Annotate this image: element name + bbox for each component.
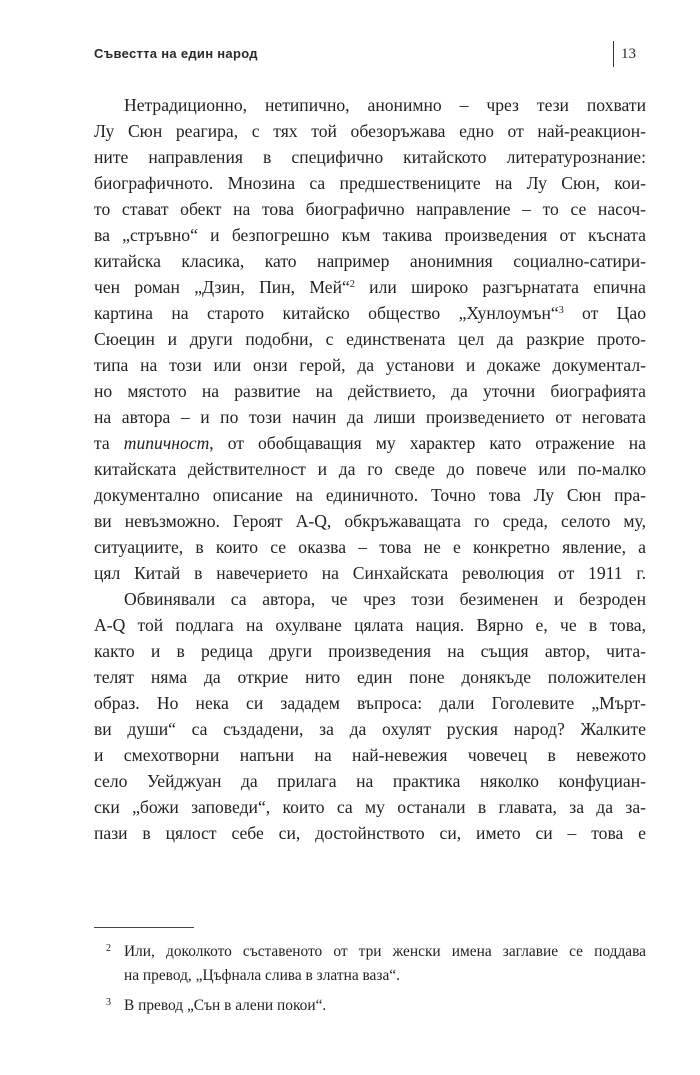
body-text bbox=[94, 92, 646, 846]
text-line: както и в редица други произведения на същия автор, чита- bbox=[94, 641, 646, 661]
text-line: Обвинявали са автора, че чрез този безименен и безроден bbox=[124, 589, 646, 609]
emphasis-text: типичност bbox=[123, 433, 210, 453]
text-line: А-Q той подлага на охулване цялата нация. Вярно е, че в това, bbox=[94, 615, 646, 635]
text-run: от Цао bbox=[563, 303, 646, 323]
text-line: китайска класика, като например анонимния социално-сатири- bbox=[94, 251, 646, 271]
text-line: ситуациите, в които се оказва – това не е конкретно явление, а bbox=[94, 537, 646, 557]
paragraph-1 bbox=[94, 92, 646, 586]
footnote-number: 2 bbox=[106, 943, 111, 954]
text-line: типа на този или онзи герой, да установи и докаже документал- bbox=[94, 355, 646, 375]
text-line: образ. Но нека си зададем въпроса: дали Гоголевите „Мърт- bbox=[94, 693, 646, 713]
footnote-number: 3 bbox=[106, 997, 111, 1008]
text-line: биографичното. Мнозина са предшествениците на Лу Сюн, кои- bbox=[94, 173, 646, 193]
text-run: картина на старото китайско общество „Хунлоумън“ bbox=[94, 303, 559, 323]
text-line: Нетрадиционно, нетипично, анонимно – чрез тези похвати bbox=[124, 95, 646, 115]
footnotes bbox=[94, 940, 646, 1024]
text-line: ски „божи заповеди“, които са му останали в главата, за да за- bbox=[94, 797, 646, 817]
text-line: ви души“ са създадени, за да охулят руския народ? Жалките bbox=[94, 719, 646, 739]
footnote-3 bbox=[94, 994, 646, 1018]
text-line: на автора – и по този начин да лиши произведението от неговата bbox=[94, 407, 646, 427]
text-line: пази в цялост себе си, достойнството си, името си – това е bbox=[94, 823, 646, 843]
running-title: Съвестта на един народ bbox=[94, 46, 258, 61]
text-line: ви невъзможно. Героят А-Q, обкръжаващата го среда, селото му, bbox=[94, 511, 646, 531]
footnote-ref-3[interactable]: 3 bbox=[558, 305, 564, 316]
footnote-2 bbox=[94, 940, 646, 988]
footnote-line: на превод, „Цъфнала слива в златна ваза“. bbox=[124, 967, 400, 984]
text-line: и смехотворни напъни на най-невежия човечец в невежото bbox=[94, 745, 646, 765]
text-line: Сюецин и други подобни, с единствената цел да разкрие прото- bbox=[94, 329, 646, 349]
text-line: ните направления в специфично китайското литературознание: bbox=[94, 147, 646, 167]
text-run: или широко разгърнатата епична bbox=[354, 277, 646, 297]
paragraph-2 bbox=[94, 586, 646, 846]
text-line: документално описание на единичното. Точно това Лу Сюн пра- bbox=[94, 485, 646, 505]
page-number: 13 bbox=[613, 41, 636, 67]
text-line: цял Китай в навечерието на Синхайската революция от 1911 г. bbox=[94, 563, 646, 583]
text-line: но мястото на развитие на действието, да уточни биографията bbox=[94, 381, 646, 401]
footnote-line: В превод „Сън в алени покои“. bbox=[124, 997, 327, 1014]
text-line: то стават обект на това биографично направление – то се насоч- bbox=[94, 199, 646, 219]
text-line: китайската действителност и да го сведе до повече или по-малко bbox=[94, 459, 646, 479]
text-line bbox=[94, 300, 646, 326]
text-line: Лу Сюн реагира, с тях той обезоръжава едно от най-реакцион- bbox=[94, 121, 646, 141]
text-line: телят няма да открие нито един поне донякъде положителен bbox=[94, 667, 646, 687]
text-line bbox=[94, 430, 646, 456]
text-line: ва „стръвно“ и безпогрешно към такива произведения от късната bbox=[94, 225, 646, 245]
footnote-ref-2[interactable]: 2 bbox=[349, 279, 355, 290]
footnote-line: Или, доколкото съставеното от три женски имена заглавие се поддава bbox=[124, 943, 646, 960]
footnote-divider bbox=[94, 927, 194, 928]
text-run: та bbox=[94, 433, 124, 453]
text-line: село Уейджуан да прилага на практика няколко конфуциан- bbox=[94, 771, 646, 791]
text-line bbox=[94, 274, 646, 300]
text-run: чен роман „Дзин, Пин, Мей“ bbox=[94, 277, 350, 297]
text-run: , от обобщаващия му характер като отражение на bbox=[209, 433, 646, 453]
